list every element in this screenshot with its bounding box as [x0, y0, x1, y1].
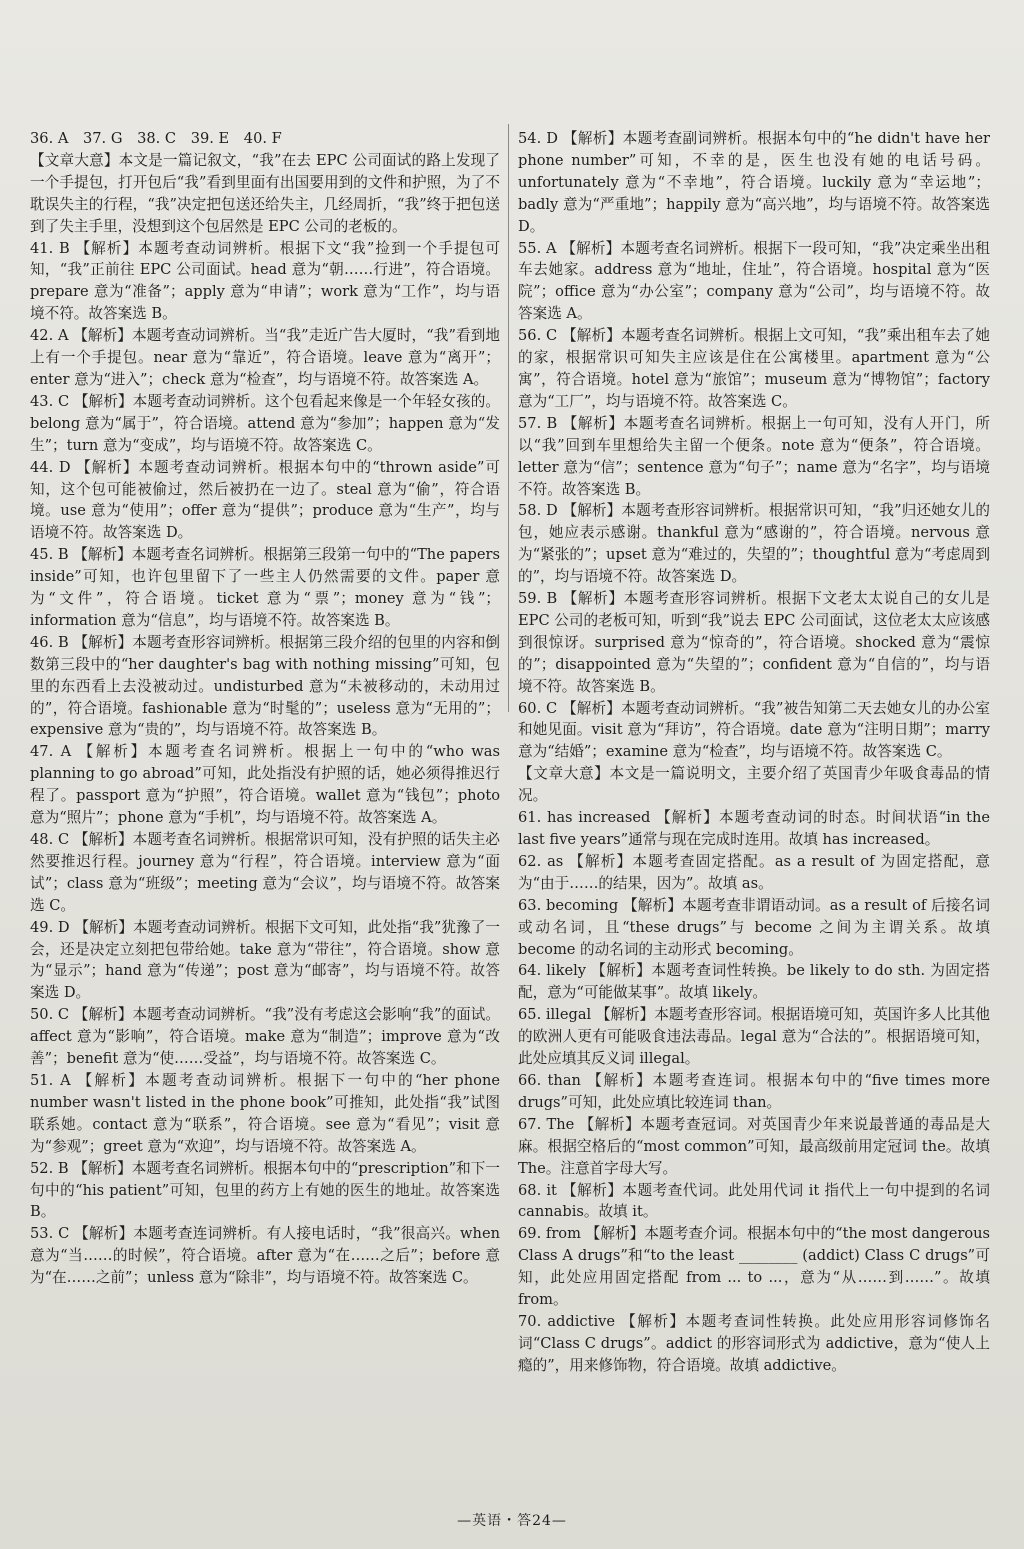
page-footer: —英语・答24—: [457, 1513, 567, 1529]
left-column: [30, 128, 500, 1289]
answer-line: 36. A 37. G 38. C 39. E 40. F: [30, 130, 282, 147]
answer-item: 46. B 【解析】本题考查形容词辨析。根据第三段介绍的包里的内容和倒数第三段中的“her daughter's bag with nothing missing”可知，包里的东西看上去没被动过。undisturbed 意为“未被移动的，未动用过的”，符合语境。fashionable 意为“时髦的”；useless 意为“无用的”；expensive 意为“贵的”，均与语境不符。故答案选 B。: [30, 633, 500, 739]
answer-item: 42. A 【解析】本题考查动词辨析。当“我”走近广告大厦时，“我”看到地上有一个手提包。near 意为“靠近”，符合语境。leave 意为“离开”；enter 意为“进入”；check 意为“检查”，均与语境不符。故答案选 A。: [30, 327, 500, 388]
answer-item: 68. it 【解析】本题考查代词。此处用代词 it 指代上一句中提到的名词 cannabis。故填 it。: [518, 1181, 990, 1221]
answer-item: 51. A 【解析】本题考查动词辨析。根据下一句中的“her phone number wasn't listed in the phone book”可推知，此处指“我”试图联系她。contact 意为“联系”，符合语境。see 意为“看见”；visit 意为“参观”；greet 意为“欢迎”，均与语境不符。故答案选 A。: [30, 1071, 500, 1155]
answer-item: 50. C 【解析】本题考查动词辨析。“我”没有考虑这会影响“我”的面试。affect 意为“影响”，符合语境。make 意为“制造”；improve 意为“改善”；benefit 意为“使……受益”，均与语境不符。故答案选 C。: [30, 1006, 500, 1068]
answer-item: 55. A 【解析】本题考查名词辨析。根据下一段可知，“我”决定乘坐出租车去她家。address 意为“地址，住址”，符合语境。hospital 意为“医院”；office 意为“办公室”；company 意为“公司”，均与语境不符。故答案选 A。: [518, 239, 990, 323]
answer-item: 70. addictive 【解析】本题考查词性转换。此处应用形容词修饰名词“Class C drugs”。addict 的形容词形式为 addictive，意为“使人上瘾的”，用来修饰物，符合语境。故填 addictive。: [518, 1312, 990, 1374]
answer-item: 62. as 【解析】本题考查固定搭配。as a result of 为固定搭配，意为“由于……的结果，因为”。故填 as。: [518, 852, 990, 892]
answer-item: 43. C 【解析】本题考查动词辨析。这个包看起来像是一个年轻女孩的。belong 意为“属于”，符合语境。attend 意为“参加”；happen 意为“发生”；turn 意为“变成”，均与语境不符。故答案选 C。: [30, 392, 500, 454]
right-column: [518, 128, 990, 1377]
answer-item: 65. illegal 【解析】本题考查形容词。根据语境可知，英国许多人比其他的欧洲人更有可能吸食违法毒品。legal 意为“合法的”。根据语境可知，此处应填其反义词 illegal。: [518, 1006, 990, 1068]
answer-item: 58. D 【解析】本题考查形容词辨析。根据常识可知，“我”归还她女儿的包，她应表示感谢。thankful 意为“感谢的”，符合语境。nervous 意为“紧张的”；upset 意为“难过的，失望的”；thoughtful 意为“考虑周到的”，均与语境不符。故答案选 D。: [518, 502, 990, 586]
answer-item: 56. C 【解析】本题考查名词辨析。根据上文可知，“我”乘出租车去了她的家，根据常识可知失主应该是住在公寓楼里。apartment 意为“公寓”，符合语境。hotel 意为“旅馆”；museum 意为“博物馆”；factory 意为“工厂”，均与语境不符。故答案选 C。: [518, 327, 990, 410]
answer-item: 64. likely 【解析】本题考查词性转换。be likely to do sth. 为固定搭配，意为“可能做某事”。故填 likely。: [518, 962, 990, 1002]
answer-item: 59. B 【解析】本题考查形容词辨析。根据下文老太太说自己的女儿是 EPC 公司的老板可知，听到“我”说去 EPC 公司面试，这位老太太应该感到很惊讶。surprised 意为“惊奇的”，符合语境。shocked 意为“震惊的”；disappointed 意为“失望的”；confident 意为“自信的”，均与语境不符。故答案选 B。: [518, 590, 990, 695]
answer-item: 41. B 【解析】本题考查动词辨析。根据下文“我”捡到一个手提包可知，“我”正前往 EPC 公司面试。head 意为“朝……行进”，符合语境。prepare 意为“准备”；apply 意为“申请”；work 意为“工作”，均与语境不符。故答案选 B。: [30, 239, 500, 323]
column-divider: [508, 124, 509, 712]
answer-item: 61. has increased 【解析】本题考查动词的时态。时间状语“in the last five years”通常与现在完成时连用。故填 has increased。: [518, 809, 990, 848]
passage-summary: 【文章大意】本文是一篇记叙文，“我”在去 EPC 公司面试的路上发现了一个手提包，打开包后“我”看到里面有出国要用到的文件和护照，为了不耽误失主的行程，“我”决定把包送还给失主，几经周折，“我”终于把包送到了失主手里，没想到这个包居然是 EPC 公司的老板的。: [30, 151, 500, 235]
passage-summary: 【文章大意】本文是一篇说明文，主要介绍了英国青少年吸食毒品的情况。: [518, 765, 990, 805]
answer-item: 54. D 【解析】本题考查副词辨析。根据本句中的“he didn't have her phone number”可知，不幸的是，医生也没有她的电话号码。unfortunately 意为“不幸地”，符合语境。luckily 意为“幸运地”；badly 意为“严重地”；happily 意为“高兴地”，均与语境不符。故答案选 D。: [518, 130, 990, 235]
answer-item: 66. than 【解析】本题考查连词。根据本句中的“five times more drugs”可知，此处应填比较连词 than。: [518, 1071, 990, 1111]
answer-item: 45. B 【解析】本题考查名词辨析。根据第三段第一句中的“The papers inside”可知，也许包里留下了一些主人仍然需要的文件。paper 意为“文件”，符合语境。ticket 意为“票”；money 意为“钱”；information 意为“信息”，均与语境不符。故答案选 B。: [30, 546, 500, 629]
answer-item: 52. B 【解析】本题考查名词辨析。根据本句中的“prescription”和下一句中的“his patient”可知，包里的药方上有她的医生的地址。故答案选 B。: [30, 1159, 500, 1221]
answer-item: 69. from 【解析】本题考查介词。根据本句中的“the most dangerous Class A drugs”和“to the least ________ (addict) Class C drugs”可知，此处应用固定搭配 from ... to ...，意为“从……到……”。故填 from。: [518, 1225, 990, 1309]
answer-item: 47. A 【解析】本题考查名词辨析。根据上一句中的“who was planning to go abroad”可知，此处指没有护照的话，她必须得推迟行程了。passport 意为“护照”，符合语境。wallet 意为“钱包”；photo 意为“照片”；phone 意为“手机”，均与语境不符。故答案选 A。: [30, 743, 500, 827]
answer-item: 57. B 【解析】本题考查名词辨析。根据上一句可知，没有人开门，所以“我”回到车里想给失主留一个便条。note 意为“便条”，符合语境。letter 意为“信”；sentence 意为“句子”；name 意为“名字”，均与语境不符。故答案选 B。: [518, 414, 990, 498]
answer-item: 53. C 【解析】本题考查连词辨析。有人接电话时，“我”很高兴。when 意为“当……的时候”，符合语境。after 意为“在……之后”；before 意为“在……之前”；unless 意为“除非”，均与语境不符。故答案选 C。: [30, 1225, 500, 1287]
answer-item: 60. C 【解析】本题考查动词辨析。“我”被告知第二天去她女儿的办公室和她见面。visit 意为“拜访”，符合语境。date 意为“注明日期”；marry 意为“结婚”；examine 意为“检查”，均与语境不符。故答案选 C。: [518, 699, 990, 761]
answer-item: 48. C 【解析】本题考查名词辨析。根据常识可知，没有护照的话失主必然要推迟行程。journey 意为“行程”，符合语境。interview 意为“面试”；class 意为“班级”；meeting 意为“会议”，均与语境不符。故答案选 C。: [30, 831, 500, 914]
answer-item: 63. becoming 【解析】本题考查非谓语动词。as a result of 后接名词或动名词，且“these drugs”与 become 之间为主谓关系。故填 become 的动名词的主动形式 becoming。: [518, 896, 990, 958]
answer-item: 49. D 【解析】本题考查动词辨析。根据下文可知，此处指“我”犹豫了一会，还是决定立刻把包带给她。take 意为“带往”，符合语境。show 意为“显示”；hand 意为“传递”；post 意为“邮寄”，均与语境不符。故答案选 D。: [30, 918, 500, 1002]
answer-item: 67. The 【解析】本题考查冠词。对英国青少年来说最普通的毒品是大麻。根据空格后的“most common”可知，最高级前用定冠词 the。故填 The。注意首字母大写。: [518, 1115, 990, 1177]
answer-item: 44. D 【解析】本题考查动词辨析。根据本句中的“thrown aside”可知，这个包可能被偷过，然后被扔在一边了。steal 意为“偷”，符合语境。use 意为“使用”；offer 意为“提供”；produce 意为“生产”，均与语境不符。故答案选 D。: [30, 458, 500, 542]
